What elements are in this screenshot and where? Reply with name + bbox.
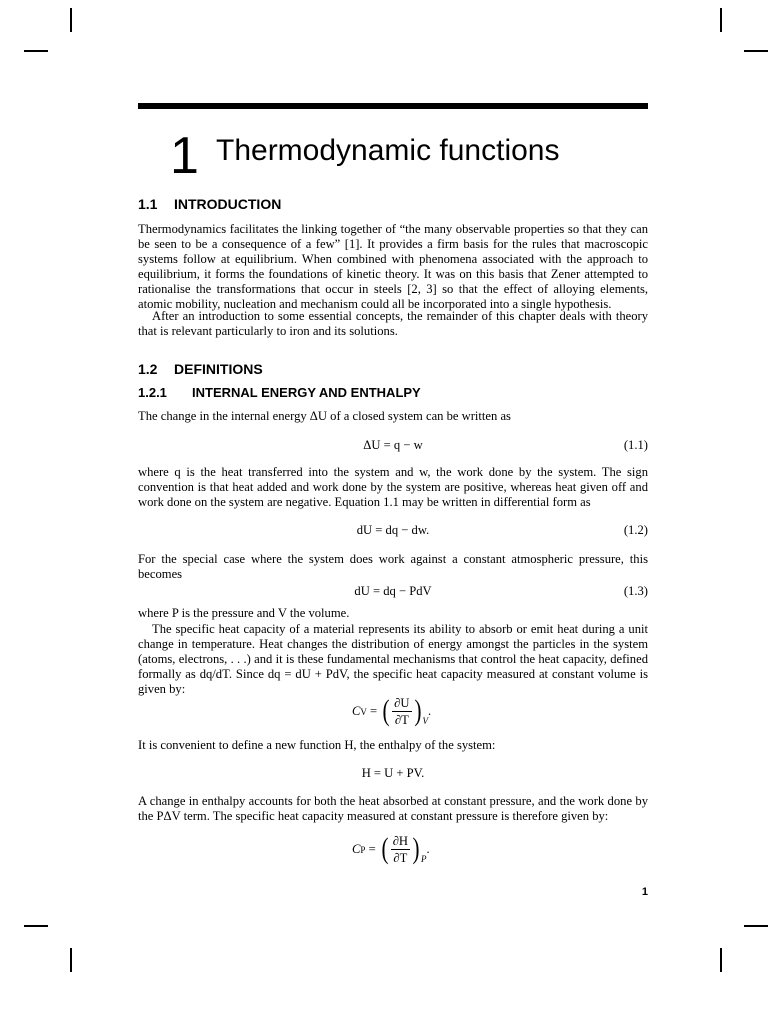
equation-1-1: [138, 436, 648, 454]
equation-body: H = U + PV.: [361, 766, 425, 780]
section-number: 1.1: [138, 196, 158, 212]
fraction-denominator: ∂T: [393, 850, 408, 865]
crop-mark: [24, 925, 48, 927]
crop-mark: [70, 948, 72, 972]
fraction-numerator: ∂H: [392, 833, 409, 848]
paragraph-energy-3: For the special case where the system does work against a constant atmospheric pressure, this becomes: [138, 552, 648, 581]
equation-number: (1.3): [623, 584, 648, 598]
paragraph-energy-1: The change in the internal energy ΔU of a closed system can be written as: [138, 409, 511, 423]
fraction-numerator: ∂U: [394, 695, 410, 710]
paragraph-intro-2: After an introduction to some essential concepts, the remainder of this chapter deals with theory that is relevant particularly to iron and its solutions.: [138, 309, 648, 338]
crop-mark: [70, 8, 72, 32]
paragraph-heat-capacity: The specific heat capacity of a material represents its ability to absorb or emit heat during a unit change in temperature. Heat changes the distribution of energy amongst the particles in the system (atoms, electrons, . . .) and it is these fundamental mechanisms that control the heat capacity, defined formally as dq/dT. Since dq = dU + PdV, the specific heat capacity measured at constant volume is given by:: [138, 622, 648, 696]
paragraph-enthalpy-2: A change in enthalpy accounts for both the heat absorbed at constant pressure, and the work done by the PΔV term. The specific heat capacity measured at constant pressure is therefore given by:: [138, 794, 648, 823]
crop-mark: [744, 50, 768, 52]
crop-mark: [720, 948, 722, 972]
crop-mark: [744, 925, 768, 927]
section-title: INTRODUCTION: [174, 196, 282, 212]
section-heading-introduction: [138, 195, 281, 213]
crop-mark: [720, 8, 722, 32]
equation-cp: CP = ( $\frac{\partial H}{\partial T}$ ) P .: [352, 832, 430, 865]
equation-number: (1.2): [623, 523, 648, 537]
chapter-number: 1: [170, 127, 199, 185]
equation-body: dU = dq − dw.: [356, 523, 430, 537]
paragraph-enthalpy-1: It is convenient to define a new function H, the enthalpy of the system:: [138, 738, 496, 752]
fraction-denominator: ∂T: [394, 712, 409, 727]
equation-body: dU = dq − PdV: [354, 584, 432, 598]
equation-number: (1.1): [623, 438, 648, 452]
partial-fraction: [392, 696, 411, 727]
equation-1-3: [138, 582, 648, 600]
paragraph-energy-4: where P is the pressure and V the volume.: [138, 606, 350, 620]
equation-enthalpy: [138, 764, 648, 782]
section-heading-definitions: [138, 360, 263, 378]
partial-fraction: [391, 834, 410, 865]
constant-subscript: V: [422, 716, 428, 726]
equation-1-2: [138, 521, 648, 539]
equation-cv: CV = ( $\frac{\partial U}{\partial T}$ ) V .: [352, 694, 432, 727]
paragraph-intro-1: Thermodynamics facilitates the linking together of “the many observable properties so that they can be seen to be a consequence of a few” [1]. It provides a firm basis for the rules that macroscopic systems follow at equilibrium. When combined with phenomena associated with the approach to equilibrium, it forms the foundations of kinetic theory. It was on this basis that Zener attempted to rationalise the transformations that occur in steels [2, 3] so that the effect of alloying elements, atomic mobility, nucleation and mechanism could all be incorporated into a single hypothesis.: [138, 222, 648, 311]
chapter-title: Thermodynamic functions: [216, 134, 560, 167]
section-number: 1.2: [138, 361, 158, 377]
constant-subscript: P: [421, 854, 427, 864]
section-title: DEFINITIONS: [174, 361, 263, 377]
chapter-rule: [138, 103, 648, 109]
equation-body: ΔU = q − w: [363, 438, 423, 452]
page-number: 1: [641, 886, 648, 898]
crop-mark: [24, 50, 48, 52]
equation-lhs: CP =: [352, 841, 376, 856]
equation-lhs: CV =: [352, 703, 378, 718]
paragraph-energy-2: where q is the heat transferred into the system and w, the work done by the system. The sign convention is that heat added and work done by the system are positive, whereas heat given off and work done on the system are negative. Equation 1.1 may be written in differential form as: [138, 465, 648, 509]
subsection-heading-internal-energy: [138, 384, 421, 401]
subsection-number: 1.2.1: [138, 385, 167, 400]
subsection-title: INTERNAL ENERGY AND ENTHALPY: [192, 385, 421, 400]
